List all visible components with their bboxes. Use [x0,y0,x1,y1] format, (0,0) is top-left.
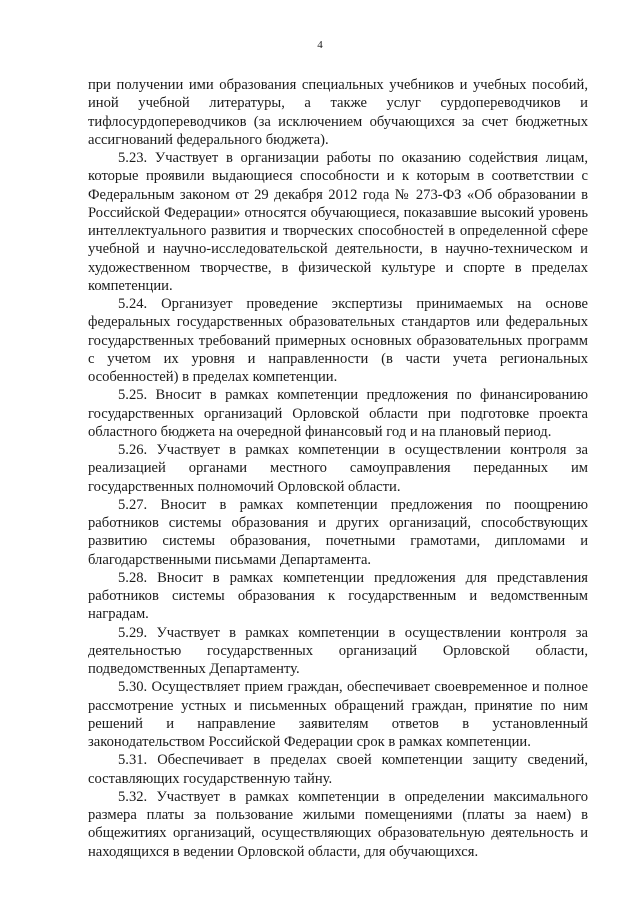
paragraph-5-27: 5.27. Вносит в рамках компетенции предложения по поощрению работников системы образования и других организаций, способствующих развитию системы образования, почетными грамотами, дипломами и благодарственными письмами Департамента. [88,496,588,568]
paragraph-5-31: 5.31. Обеспечивает в пределах своей компетенции защиту сведений, составляющих государственную тайну. [88,752,588,787]
paragraph-5-25: 5.25. Вносит в рамках компетенции предложения по финансированию государственных организаций Орловской области при подготовке проекта областного бюджета на очередной финансовый год и на плановый период. [88,387,588,440]
document-body [88,76,588,861]
paragraph-5-30: 5.30. Осуществляет прием граждан, обеспечивает своевременное и полное рассмотрение устных и письменных обращений граждан, принятие по ним решений и направление заявителям ответов в установленный законодательством Российской Федерации срок в рамках компетенции. [88,679,588,750]
paragraph-5-28: 5.28. Вносит в рамках компетенции предложения для представления работников системы образования к государственным и ведомственным наградам. [88,569,588,623]
paragraph-5-26: 5.26. Участвует в рамках компетенции в осуществлении контроля за реализацией органами местного самоуправления переданных им государственных полномочий Орловской области. [88,442,588,495]
paragraph-continuation: при получении ими образования специальных учебников и учебных пособий, иной учебной литературы, а также услуг сурдопереводчиков и тифлосурдопереводчиков (за исключением обучающихся за счет бюджетных ассигнований федерального бюджета). [88,77,588,148]
paragraph-5-23: 5.23. Участвует в организации работы по оказанию содействия лицам, которые проявили выдающиеся способности и к которым в соответствии с Федеральным законом от 29 декабря 2012 года № 273-ФЗ «Об образовании в Российской Федерации» относятся обучающиеся, показавшие высокий уровень интеллектуального развития и творческих способностей в определенной сфере учебной и научно-исследовательской деятельности, в научно-техническом и художественном творчестве, в физической культуре и спорте в пределах компетенции. [88,150,588,294]
paragraph-5-29: 5.29. Участвует в рамках компетенции в осуществлении контроля за деятельностью государственных организаций Орловской области, подведомственных Департаменту. [88,624,588,677]
paragraph-5-32: 5.32. Участвует в рамках компетенции в определении максимального размера платы за пользование жилыми помещениями (платы за наем) в общежитиях организаций, осуществляющих образовательную деятельность и находящихся в ведении Орловской области, для обучающихся. [88,788,588,860]
page-number: 4 [317,39,323,51]
paragraph-5-24: 5.24. Организует проведение экспертизы принимаемых на основе федеральных государственных образовательных стандартов или федеральных государственных требований примерных основных образовательных программ с учетом их уровня и направленности (в части учета региональных особенностей) в пределах компетенции. [88,296,588,385]
